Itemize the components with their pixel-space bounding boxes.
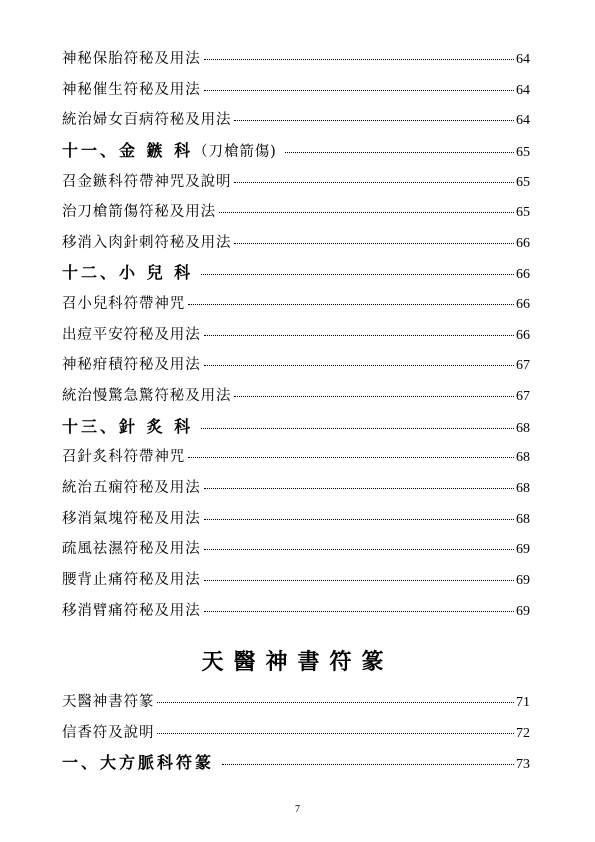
- toc-label-text: 召小兒科符帶神咒: [62, 296, 186, 313]
- toc-section-title: [62, 748, 214, 779]
- toc-entry-row: [62, 75, 530, 106]
- dot-leader: [201, 274, 514, 275]
- toc-label-text: 召針炙科符帶神咒: [62, 449, 186, 466]
- dot-leader: [234, 243, 514, 244]
- dot-leader: [204, 59, 514, 60]
- toc-section-title: [62, 136, 277, 168]
- toc-entry-title: [62, 381, 231, 412]
- dot-leader: [188, 304, 514, 305]
- toc-entry-row: [62, 473, 530, 504]
- toc-section-row: [62, 748, 530, 779]
- toc-label-text: 移消入肉針刺符秘及用法: [62, 234, 232, 251]
- toc-entry-title: [62, 289, 185, 320]
- toc-label-text: 移消臂痛符秘及用法: [62, 602, 201, 619]
- toc-page-number: 68: [516, 420, 530, 436]
- toc-page-number: 68: [516, 450, 530, 466]
- toc-section-title: [62, 412, 193, 443]
- toc-page-number: 68: [516, 511, 530, 527]
- toc-label-text: 移消氣塊符秘及用法: [62, 510, 201, 527]
- toc-entry-title: [62, 167, 231, 198]
- dot-leader: [204, 90, 514, 91]
- toc-entry-row: [62, 718, 530, 749]
- toc-entry-title: [62, 350, 201, 381]
- toc-entry-title: [62, 565, 201, 596]
- toc-page-number: 66: [516, 327, 530, 343]
- section-heading: 天醫神書符篆: [201, 650, 394, 675]
- toc-label-text: 出痘平安符秘及用法: [62, 326, 201, 343]
- toc-page-number: 67: [516, 389, 530, 405]
- toc-entry-row: [62, 228, 530, 259]
- toc-section-row: [62, 258, 530, 289]
- toc-label-text: 腰背止痛符秘及用法: [62, 571, 201, 588]
- toc-section-row: [62, 136, 530, 167]
- toc-entry-title: [62, 105, 231, 136]
- toc-label-text: 統治婦女百病符秘及用法: [62, 112, 232, 129]
- toc-page-number: 65: [516, 174, 530, 190]
- toc-label-text: 一、大方脈科符篆: [62, 753, 215, 773]
- dot-leader: [204, 365, 514, 366]
- toc-entry-title: [62, 44, 201, 75]
- toc-entry-row: [62, 687, 530, 718]
- toc-label-text: 神秘保胎符秘及用法: [62, 51, 201, 67]
- toc-entry-row: [62, 350, 530, 381]
- toc-label-text: 神秘催生符秘及用法: [62, 81, 201, 98]
- toc-page-number: 71: [516, 695, 530, 710]
- toc-entry-title: [62, 596, 201, 627]
- toc-entry-row: [62, 596, 530, 627]
- toc-entry-title: [62, 75, 201, 106]
- dot-leader: [204, 335, 514, 336]
- dot-leader: [157, 733, 514, 734]
- toc-page-number: 72: [516, 725, 530, 741]
- dot-leader: [285, 152, 514, 153]
- toc-label-text: 十二、小 兒 科: [62, 263, 194, 283]
- toc-page-number: 65: [516, 205, 530, 221]
- toc-label-text: 治刀槍箭傷符秘及用法: [62, 204, 216, 221]
- dot-leader: [204, 611, 514, 612]
- dot-leader: [222, 764, 514, 765]
- toc-label-text: 統治慢驚急驚符秘及用法: [62, 388, 232, 405]
- dot-leader: [188, 457, 514, 458]
- toc-page-number: 64: [516, 113, 530, 129]
- toc-entry-row: [62, 504, 530, 535]
- toc-entry-title: [62, 687, 154, 718]
- toc-entry-row: [62, 44, 530, 75]
- table-of-contents: [62, 44, 530, 626]
- dot-leader: [157, 702, 514, 703]
- toc-page-number: 69: [516, 603, 530, 619]
- toc-entry-row: [62, 442, 530, 473]
- dot-leader: [204, 580, 514, 581]
- dot-leader: [234, 120, 514, 121]
- toc-page-number: 69: [516, 572, 530, 588]
- dot-leader: [234, 182, 514, 183]
- toc-page-number: 66: [516, 267, 530, 283]
- toc-page-number: 69: [516, 542, 530, 558]
- toc-entry-row: [62, 167, 530, 198]
- toc-page-number: 66: [516, 297, 530, 313]
- dot-leader: [219, 212, 514, 213]
- toc-section-title: [62, 258, 193, 289]
- toc-entry-title: [62, 504, 201, 535]
- toc-label-text: 召金鏃科符帶神咒及說明: [62, 173, 232, 190]
- toc-entry-title: [62, 320, 201, 351]
- toc-label-text: 十一、金 鏃 科: [62, 140, 194, 160]
- toc-page-number: 65: [516, 144, 530, 160]
- toc-entry-row: [62, 105, 530, 136]
- toc-entry-row: [62, 320, 530, 351]
- toc-page-number: 66: [516, 235, 530, 251]
- toc-page-number: 64: [516, 52, 530, 67]
- toc-entry-title: [62, 534, 201, 565]
- toc-entry-title: [62, 718, 154, 749]
- dot-leader: [204, 549, 514, 550]
- toc-entry-row: [62, 289, 530, 320]
- toc-label-text: 天醫神書符篆: [62, 694, 155, 710]
- toc-label-text: 疏風祛濕符秘及用法: [62, 541, 201, 558]
- toc-entry-row: [62, 197, 530, 228]
- toc-page-number: 68: [516, 480, 530, 496]
- toc-entry-title: [62, 473, 201, 504]
- toc-section-note: （刀槍箭傷): [193, 143, 277, 160]
- toc-entry-row: [62, 381, 530, 412]
- dot-leader: [234, 396, 514, 397]
- toc-label-text: 十三、針 炙 科: [62, 416, 194, 436]
- dot-leader: [201, 428, 514, 429]
- toc-entry-row: [62, 565, 530, 596]
- toc-label-text: 統治五痫符秘及用法: [62, 479, 201, 496]
- toc-entry-title: [62, 228, 231, 259]
- dot-leader: [204, 488, 514, 489]
- page-number: 7: [295, 804, 300, 815]
- toc-page-number: 64: [516, 82, 530, 98]
- toc-page-number: 67: [516, 358, 530, 374]
- toc-entry-title: [62, 442, 185, 473]
- toc-label-text: 信香符及說明: [62, 724, 155, 741]
- toc-entry-row: [62, 534, 530, 565]
- toc-page-number: 73: [516, 757, 530, 773]
- toc-section-row: [62, 412, 530, 443]
- toc-entry-title: [62, 197, 216, 228]
- dot-leader: [204, 519, 514, 520]
- toc-label-text: 神秘疳積符秘及用法: [62, 357, 201, 374]
- table-of-contents-continued: [62, 687, 530, 779]
